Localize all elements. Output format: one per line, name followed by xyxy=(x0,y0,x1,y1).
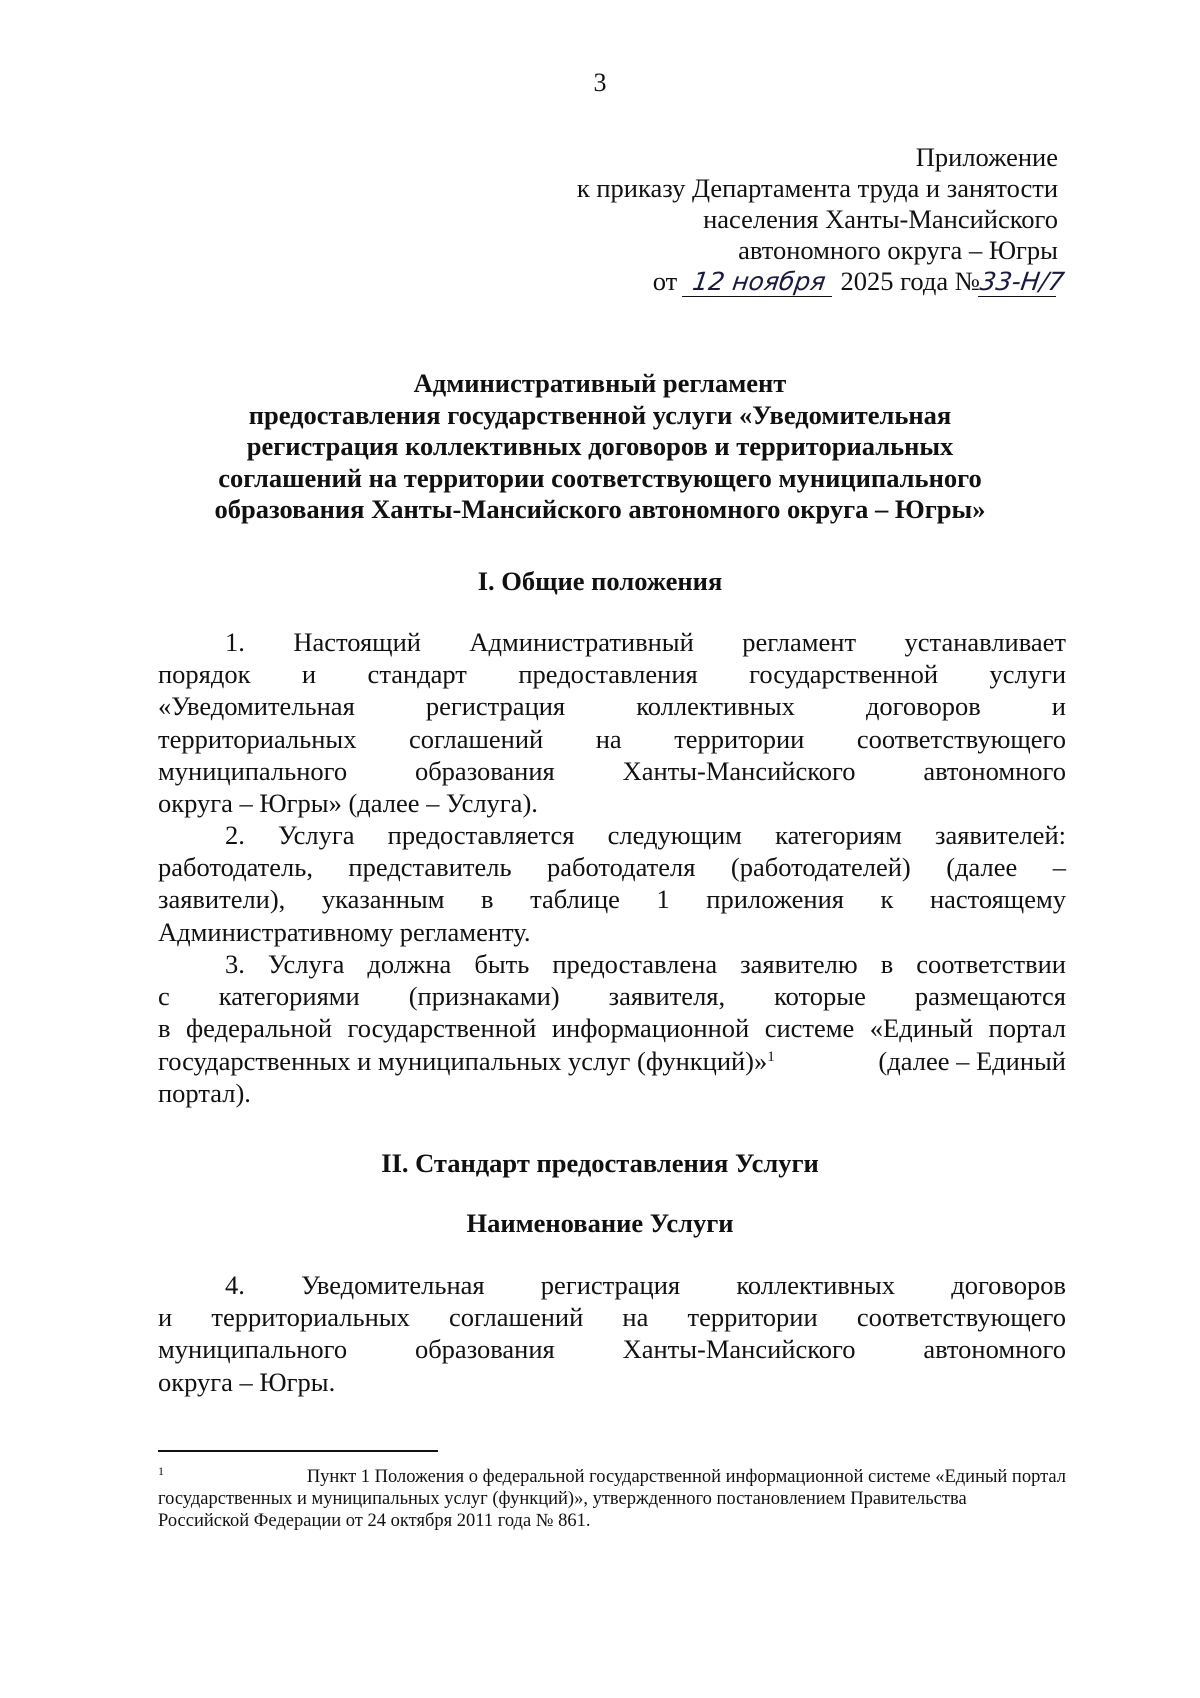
appendix-line: автономного округа – Югры xyxy=(738,235,1058,265)
paragraph-3 xyxy=(158,948,1066,1109)
title-line: регистрация коллективных договоров и территориальных xyxy=(246,431,954,461)
section-heading-general: I. Общие положения xyxy=(477,566,723,596)
paragraph-line: территориальных соглашений на территории соответствующего xyxy=(158,723,1066,754)
paragraph-line: портал). xyxy=(158,1077,251,1108)
footnote xyxy=(158,1466,1066,1532)
paragraph-line: и территориальных соглашений на территории соответствующего xyxy=(158,1302,1066,1333)
paragraph-line: работодатель, представитель работодателя (работодателей) (далее – xyxy=(158,852,1066,883)
paragraph-line: 2. Услуга предоставляется следующим категориям заявителей: xyxy=(225,820,1066,850)
paragraph-line: округа – Югры» (далее – Услуга). xyxy=(158,788,538,819)
appendix-date-line xyxy=(577,266,1067,297)
footnote-line: государственных и муниципальных услуг (функций)», утвержденного постановлением Правительства xyxy=(158,1489,967,1509)
title-line: предоставления государственной услуги «Уведомительная xyxy=(248,399,952,430)
footnote-divider xyxy=(158,1450,438,1452)
handwritten-order-number: 33-Н/7 xyxy=(978,267,1067,296)
paragraph-line: 1. Настоящий Административный регламент устанавливает xyxy=(225,627,1066,657)
paragraph-line: Административному регламенту. xyxy=(158,916,531,947)
appendix-line: населения Ханты-Мансийского xyxy=(703,204,1058,234)
from-prefix: от xyxy=(652,266,678,296)
page-number: 3 xyxy=(593,68,607,97)
footnote-reference[interactable]: 1 xyxy=(767,1048,775,1065)
footnote-text: Пункт 1 Положения о федеральной государственной информационной системе «Единый портал xyxy=(306,1467,1066,1487)
paragraph-line: 4. Уведомительная регистрация коллективных договоров xyxy=(225,1270,1066,1300)
title-line: соглашений на территории соответствующего муниципального xyxy=(218,462,982,493)
appendix-block xyxy=(576,142,1067,297)
paragraph-text: (далее – Единый xyxy=(878,1045,1066,1076)
appendix-title: Приложение xyxy=(915,142,1058,172)
title-line: образования Ханты-Мансийского автономного округа – Югры» xyxy=(214,494,986,524)
paragraph-line: муниципального образования Ханты-Мансийского автономного xyxy=(158,755,1066,786)
paragraph-2 xyxy=(158,819,1066,948)
paragraph-text: государственных и муниципальных услуг (функций)» xyxy=(158,1045,768,1076)
paragraph-line: заявители), указанным в таблице 1 приложения к настоящему xyxy=(158,884,1066,915)
paragraph-line: округа – Югры. xyxy=(158,1366,336,1397)
subheading-service-name: Наименование Услуги xyxy=(466,1208,734,1238)
paragraph-line: порядок и стандарт предоставления государственной услуги xyxy=(158,659,1066,690)
paragraph-line: в федеральной государственной информационной системе «Единый портал xyxy=(158,1013,1066,1044)
paragraph-line: 3. Услуга должна быть предоставлена заявителю в соответствии xyxy=(225,949,1066,979)
section-heading-standard: II. Стандарт предоставления Услуги xyxy=(381,1148,819,1178)
year-text: 2025 года № xyxy=(840,266,980,296)
paragraph-1 xyxy=(158,626,1066,819)
footnote-line xyxy=(158,1466,1066,1488)
appendix-line: к приказу Департамента труда и занятости xyxy=(576,173,1058,203)
footnote-line: Российской Федерации от 24 октября 2011 года № 861. xyxy=(158,1511,591,1531)
handwritten-date: 12 ноября xyxy=(682,268,836,297)
footnote-marker: 1 xyxy=(158,1464,164,1478)
paragraph-4 xyxy=(158,1269,1066,1398)
document-title xyxy=(160,368,1040,526)
paragraph-line: муниципального образования Ханты-Мансийского автономного xyxy=(158,1334,1066,1365)
paragraph-line-with-footnote xyxy=(158,1045,1066,1077)
title-line: Административный регламент xyxy=(413,368,787,398)
paragraph-line: «Уведомительная регистрация коллективных договоров и xyxy=(158,691,1066,722)
paragraph-line: с категориями (признаками) заявителя, которые размещаются xyxy=(158,981,1066,1012)
